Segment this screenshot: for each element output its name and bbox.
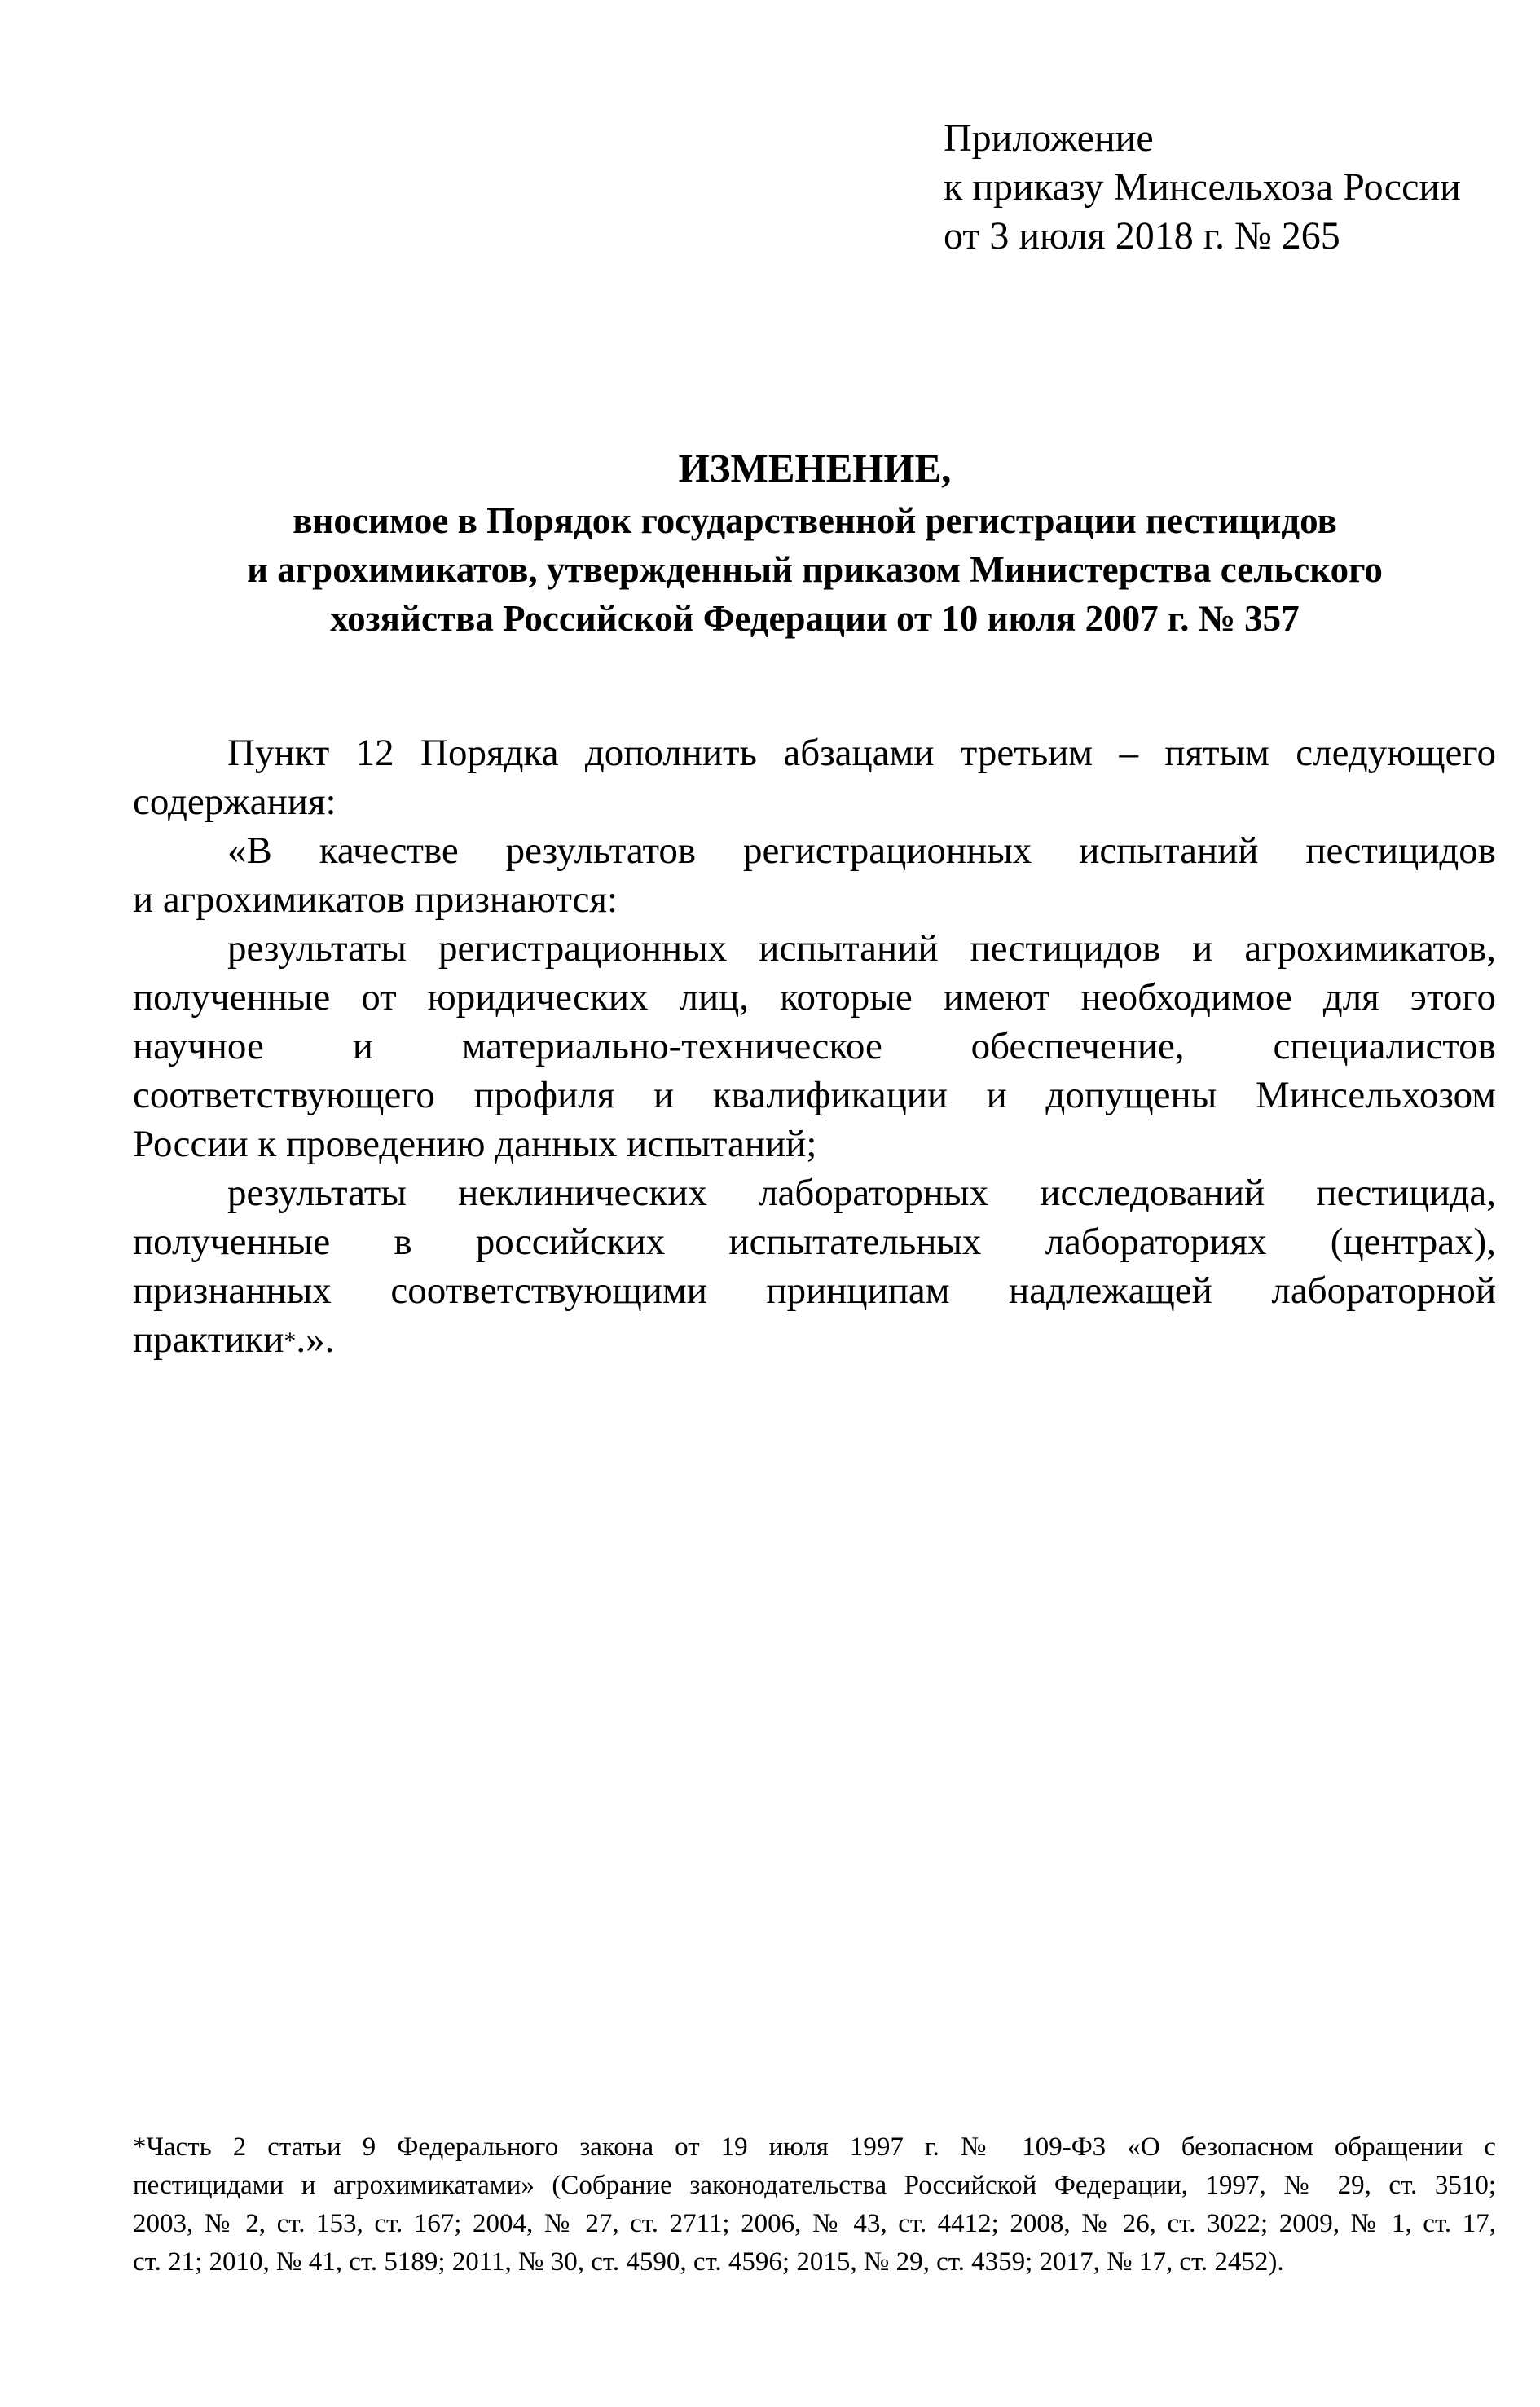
paragraph-1-line-1: Пункт 12 Порядка дополнить абзацами третьим – пятым следующего: [227, 732, 1496, 774]
paragraph-2-line-2: и агрохимикатов признаются:: [133, 878, 618, 921]
footnote-marker: *: [284, 1327, 297, 1354]
practice-word: практики: [133, 1318, 284, 1361]
annex-header: [944, 114, 1461, 261]
paragraph-2: [133, 826, 1496, 924]
paragraph-4-line-4: [133, 1315, 1496, 1366]
title-sub-line-3: хозяйства Российской Федерации от 10 июля 2007 г. № 357: [330, 598, 1300, 639]
document-title: [130, 442, 1499, 643]
paragraph-4-line-2: полученные в российских испытательных лабораториях (центрах),: [133, 1221, 1496, 1263]
footnote-line-3: 2003, № 2, ст. 153, ст. 167; 2004, № 27, ст. 2711; 2006, № 43, ст. 4412; 2008, № 26, ст. 3022; 2009, № 1, ст. 17,: [133, 2209, 1496, 2238]
annex-line-appendix: Приложение: [944, 117, 1154, 160]
paragraph-3-line-4: соответствующего профиля и квалификации и допущены Минсельхозом: [133, 1074, 1496, 1116]
paragraph-3-line-3: научное и материально-техническое обеспечение, специалистов: [133, 1025, 1496, 1067]
paragraph-4-line-1: результаты неклинических лабораторных исследований пестицида,: [227, 1172, 1496, 1214]
title-sub-line-1: вносимое в Порядок государственной регистрации пестицидов: [293, 500, 1337, 541]
paragraph-4-line-3: признанных соответствующими принципам надлежащей лабораторной: [133, 1270, 1496, 1312]
paragraph-2-line-1: «В качестве результатов регистрационных испытаний пестицидов: [227, 829, 1496, 872]
footnote: [133, 2128, 1496, 2282]
footnote-line-1: *Часть 2 статьи 9 Федерального закона от 19 июля 1997 г. № 109-ФЗ «О безопасном обращении с: [133, 2132, 1496, 2162]
footnote-line-2: пестицидами и агрохимикатами» (Собрание законодательства Российской Федерации, 1997, № 29, ст. 3510;: [133, 2171, 1496, 2200]
paragraph-3: [133, 924, 1496, 1168]
title-sub-line-2: и агрохимикатов, утвержденный приказом Министерства сельского: [247, 549, 1383, 590]
paragraph-4: [133, 1168, 1496, 1366]
title-main: ИЗМЕНЕНИЕ,: [678, 446, 952, 491]
paragraph-3-line-5: России к проведению данных испытаний;: [133, 1123, 817, 1165]
paragraph-1: [133, 728, 1496, 826]
paragraph-3-line-1: результаты регистрационных испытаний пестицидов и агрохимикатов,: [227, 927, 1496, 970]
paragraph-3-line-2: полученные от юридических лиц, которые имеют необходимое для этого: [133, 976, 1496, 1019]
annex-line-date: от 3 июля 2018 г. № 265: [944, 214, 1340, 257]
document-body: [133, 728, 1496, 1366]
footnote-line-4: ст. 21; 2010, № 41, ст. 5189; 2011, № 30, ст. 4590, ст. 4596; 2015, № 29, ст. 4359; 2017, № 17, ст. 2452).: [133, 2247, 1284, 2277]
annex-line-order: к приказу Минсельхоза России: [944, 165, 1461, 209]
paragraph-1-line-2: содержания:: [133, 781, 337, 823]
closing-quote: .».: [296, 1318, 335, 1361]
